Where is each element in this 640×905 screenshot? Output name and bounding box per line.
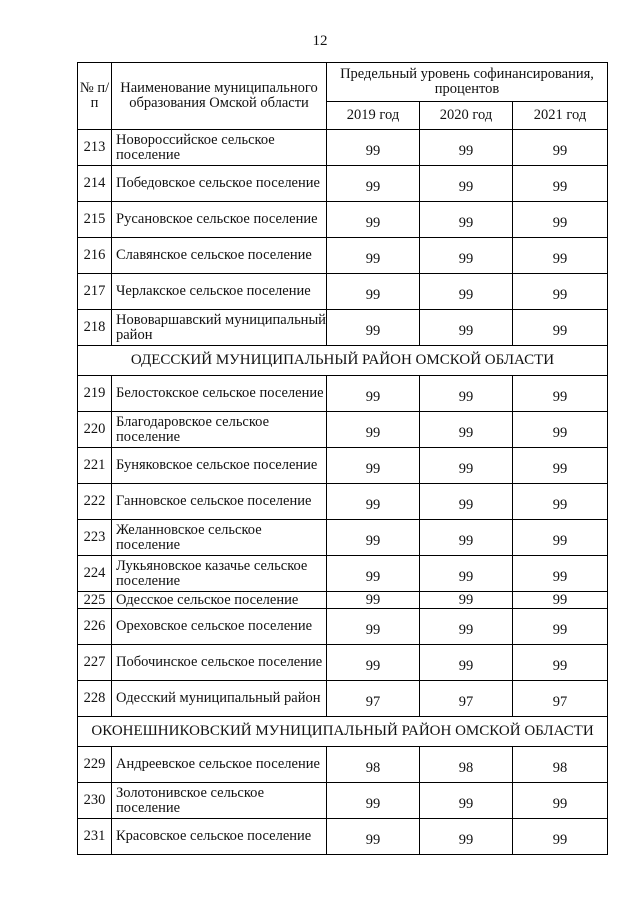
municipality-name: Ганновское сельское поселение xyxy=(112,484,327,520)
section-title: ОКОНЕШНИКОВСКИЙ МУНИЦИПАЛЬНЫЙ РАЙОН ОМСКОЙ ОБЛАСТИ xyxy=(78,717,608,747)
value-2020: 99 xyxy=(420,376,513,412)
table-row xyxy=(78,130,608,166)
table-row xyxy=(78,412,608,448)
value-2019: 99 xyxy=(327,202,420,238)
row-number: 231 xyxy=(78,819,112,855)
header-year-2019: 2019 год xyxy=(327,102,420,130)
value-2020: 99 xyxy=(420,238,513,274)
value-2021: 99 xyxy=(513,448,608,484)
row-number: 224 xyxy=(78,556,112,592)
header-cofinancing-level: Предельный уровень софинансирования, процентов xyxy=(327,63,608,102)
table-row xyxy=(78,681,608,717)
value-2021: 99 xyxy=(513,645,608,681)
table-row xyxy=(78,520,608,556)
municipality-name: Нововаршавский муниципальный район xyxy=(112,310,327,346)
municipality-name: Желанновское сельское поселение xyxy=(112,520,327,556)
municipality-name: Черлакское сельское поселение xyxy=(112,274,327,310)
table-row xyxy=(78,274,608,310)
row-number: 217 xyxy=(78,274,112,310)
value-2021: 99 xyxy=(513,520,608,556)
value-2020: 99 xyxy=(420,520,513,556)
municipality-name: Победовское сельское поселение xyxy=(112,166,327,202)
value-2020: 99 xyxy=(420,556,513,592)
value-2021: 99 xyxy=(513,376,608,412)
value-2019: 99 xyxy=(327,645,420,681)
table-row xyxy=(78,592,608,609)
value-2020: 98 xyxy=(420,747,513,783)
row-number: 225 xyxy=(78,592,112,609)
value-2021: 99 xyxy=(513,484,608,520)
row-number: 229 xyxy=(78,747,112,783)
value-2019: 99 xyxy=(327,592,420,609)
value-2019: 99 xyxy=(327,556,420,592)
value-2020: 99 xyxy=(420,274,513,310)
table-row xyxy=(78,819,608,855)
value-2020: 99 xyxy=(420,484,513,520)
row-number: 220 xyxy=(78,412,112,448)
value-2021: 98 xyxy=(513,747,608,783)
value-2021: 99 xyxy=(513,310,608,346)
value-2019: 98 xyxy=(327,747,420,783)
row-number: 221 xyxy=(78,448,112,484)
value-2021: 99 xyxy=(513,592,608,609)
value-2020: 99 xyxy=(420,310,513,346)
table-row xyxy=(78,202,608,238)
municipality-name: Лукьяновское казачье сельское поселение xyxy=(112,556,327,592)
row-number: 230 xyxy=(78,783,112,819)
page-number: 12 xyxy=(312,33,328,49)
row-number: 228 xyxy=(78,681,112,717)
municipality-name: Одесский муниципальный район xyxy=(112,681,327,717)
value-2019: 99 xyxy=(327,412,420,448)
value-2020: 97 xyxy=(420,681,513,717)
value-2019: 99 xyxy=(327,783,420,819)
value-2021: 99 xyxy=(513,166,608,202)
row-number: 216 xyxy=(78,238,112,274)
cofinancing-table xyxy=(77,62,608,855)
section-row xyxy=(78,717,608,747)
municipality-name: Золотонивское сельское поселение xyxy=(112,783,327,819)
value-2019: 99 xyxy=(327,484,420,520)
value-2021: 99 xyxy=(513,202,608,238)
value-2020: 99 xyxy=(420,202,513,238)
value-2020: 99 xyxy=(420,130,513,166)
value-2019: 97 xyxy=(327,681,420,717)
table-row xyxy=(78,448,608,484)
municipality-name: Белостокское сельское поселение xyxy=(112,376,327,412)
value-2020: 99 xyxy=(420,783,513,819)
table-row xyxy=(78,783,608,819)
value-2020: 99 xyxy=(420,819,513,855)
municipality-name: Благодаровское сельское поселение xyxy=(112,412,327,448)
header-num: № п/п xyxy=(78,63,112,130)
table-row xyxy=(78,238,608,274)
value-2020: 99 xyxy=(420,448,513,484)
value-2021: 99 xyxy=(513,819,608,855)
row-number: 226 xyxy=(78,609,112,645)
header-name: Наименование муниципального образования Омской области xyxy=(112,63,327,130)
value-2021: 99 xyxy=(513,556,608,592)
row-number: 215 xyxy=(78,202,112,238)
municipality-name: Славянское сельское поселение xyxy=(112,238,327,274)
value-2019: 99 xyxy=(327,609,420,645)
value-2020: 99 xyxy=(420,592,513,609)
value-2019: 99 xyxy=(327,166,420,202)
row-number: 222 xyxy=(78,484,112,520)
row-number: 223 xyxy=(78,520,112,556)
row-number: 219 xyxy=(78,376,112,412)
value-2020: 99 xyxy=(420,412,513,448)
municipality-name: Ореховское сельское поселение xyxy=(112,609,327,645)
value-2019: 99 xyxy=(327,238,420,274)
table-body xyxy=(78,130,608,855)
value-2020: 99 xyxy=(420,166,513,202)
municipality-name: Буняковское сельское поселение xyxy=(112,448,327,484)
value-2021: 99 xyxy=(513,238,608,274)
municipality-name: Побочинское сельское поселение xyxy=(112,645,327,681)
value-2020: 99 xyxy=(420,609,513,645)
value-2019: 99 xyxy=(327,520,420,556)
row-number: 227 xyxy=(78,645,112,681)
value-2021: 99 xyxy=(513,130,608,166)
value-2021: 99 xyxy=(513,412,608,448)
value-2021: 97 xyxy=(513,681,608,717)
section-row xyxy=(78,346,608,376)
table-row xyxy=(78,609,608,645)
row-number: 218 xyxy=(78,310,112,346)
value-2021: 99 xyxy=(513,609,608,645)
section-title: ОДЕССКИЙ МУНИЦИПАЛЬНЫЙ РАЙОН ОМСКОЙ ОБЛАСТИ xyxy=(78,346,608,376)
table-row xyxy=(78,484,608,520)
municipality-name: Новороссийское сельское поселение xyxy=(112,130,327,166)
value-2020: 99 xyxy=(420,645,513,681)
table-row xyxy=(78,556,608,592)
row-number: 214 xyxy=(78,166,112,202)
table-row xyxy=(78,310,608,346)
value-2019: 99 xyxy=(327,130,420,166)
header-year-2020: 2020 год xyxy=(420,102,513,130)
municipality-name: Одесское сельское поселение xyxy=(112,592,327,609)
table-row xyxy=(78,376,608,412)
value-2019: 99 xyxy=(327,819,420,855)
value-2019: 99 xyxy=(327,310,420,346)
value-2021: 99 xyxy=(513,783,608,819)
value-2021: 99 xyxy=(513,274,608,310)
header-year-2021: 2021 год xyxy=(513,102,608,130)
table-row xyxy=(78,166,608,202)
value-2019: 99 xyxy=(327,448,420,484)
table-row xyxy=(78,747,608,783)
row-number: 213 xyxy=(78,130,112,166)
municipality-name: Красовское сельское поселение xyxy=(112,819,327,855)
municipality-name: Андреевское сельское поселение xyxy=(112,747,327,783)
municipality-name: Русановское сельское поселение xyxy=(112,202,327,238)
table-row xyxy=(78,645,608,681)
value-2019: 99 xyxy=(327,274,420,310)
value-2019: 99 xyxy=(327,376,420,412)
